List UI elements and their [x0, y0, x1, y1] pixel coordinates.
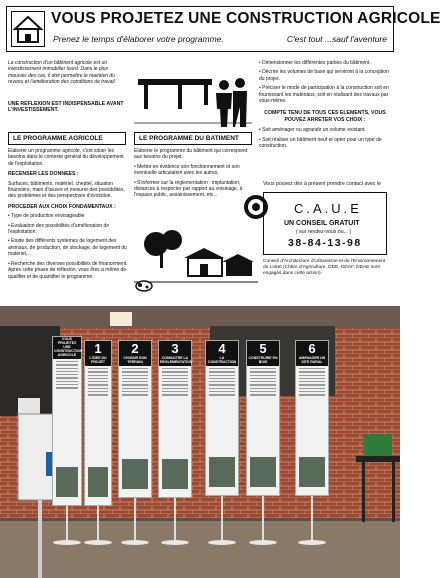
panel-label: L'IDEE DU PROJET — [89, 356, 107, 364]
farmers-shelter-illustration — [134, 61, 252, 131]
panel-text-line — [88, 384, 108, 385]
panel-stand — [97, 506, 99, 542]
batiment-item: • Mettre en évidence son fonctionnement et son éventuelle articulation avec les autres. — [134, 163, 240, 177]
panel-text-line — [250, 384, 276, 385]
panel-text-line — [209, 375, 235, 376]
panel-header — [206, 341, 238, 366]
panel-text-line — [122, 375, 148, 376]
panel-text-line — [88, 375, 108, 376]
panel-text-line — [299, 394, 325, 395]
panel-text-line — [56, 368, 78, 369]
panel-text-line — [88, 381, 108, 382]
reflexion-statement: UNE REFLEXION EST INDISPENSABLE AVANT L'INVESTISSEMENT. — [8, 101, 124, 114]
panel-text-line — [56, 381, 78, 382]
choix-item: • Type de production envisageable — [8, 213, 85, 220]
exhibition-photo — [0, 306, 400, 578]
programme-batiment-text: Elaborer le programme du bâtiment qui correspond aux besoins du projet. — [134, 148, 248, 161]
panel-text-line — [56, 387, 78, 388]
panel-text-line — [162, 375, 188, 376]
panel-text-line — [209, 371, 235, 372]
page-title: VOUS PROJETEZ UNE CONSTRUCTION AGRICOLE — [51, 10, 441, 27]
panel-text-line — [250, 378, 276, 379]
header-banner — [6, 6, 441, 52]
panel-photo — [88, 467, 108, 497]
panel-text-line — [299, 375, 325, 376]
panel-text-line — [122, 368, 148, 369]
panel-number: 5 — [259, 341, 267, 356]
panel-photo — [250, 457, 276, 487]
panel-number: 1 — [94, 341, 102, 356]
panel-text-line — [209, 368, 235, 369]
proceder-heading: PROCEDER AUX CHOIX FONDAMENTAUX : — [8, 203, 116, 210]
right-intro-item: • Préciser le mode de participation à la construction soit en fournissant les matériaux, soit en réalisant des travaux par vous-même. — [259, 85, 389, 105]
exhibition-panel — [158, 340, 192, 498]
panel-header — [296, 341, 328, 366]
panel-text-line — [88, 368, 108, 369]
page-subtitle: Prenez le temps d'élaborer votre programme. — [53, 34, 224, 44]
panel-photo — [299, 457, 325, 487]
caue-footer: Conseil d'Architecture d'Urbanisme et de l'Environnement du Loiret (Chbre d'Agriculture, DDE, DDAF, DDAE sont engagés dans cette action). — [263, 259, 386, 276]
panel-text-line — [209, 394, 235, 395]
panel-stand-base — [121, 540, 149, 545]
panel-header — [119, 341, 151, 366]
panel-text-line — [56, 377, 78, 378]
programme-agricole-text: Elaborer un programme agricole, c'est situer les besoins dans le contexte général du développement de l'exploitation. — [8, 148, 124, 167]
panel-text-line — [122, 394, 148, 395]
programme-batiment-body — [134, 148, 252, 202]
panel-text-line — [299, 391, 325, 392]
conseil-gratuit: UN CONSEIL GRATUIT — [284, 220, 360, 227]
panel-text-line — [250, 388, 276, 389]
programme-batiment-heading: LE PROGRAMME DU BATIMENT — [134, 132, 252, 145]
panel-label: VOUS PROJETEZ UNE CONSTRUCTION AGRICOLE — [54, 337, 83, 357]
choice-item: • Soit aménager ou agrandir un volume existant. — [259, 127, 366, 134]
programme-agricole-heading: LE PROGRAMME AGRICOLE — [8, 132, 126, 145]
rendez-vous-note: ( sur rendez-vous ou... ) — [296, 229, 352, 235]
exhibition-panel — [205, 340, 239, 496]
panel-text-line — [122, 378, 148, 379]
panel-header — [159, 341, 191, 366]
exhibition-panel — [246, 340, 280, 496]
right-intro — [259, 60, 391, 152]
panel-number: 4 — [218, 341, 226, 356]
panel-text-line — [209, 388, 235, 389]
exhibition-panel — [295, 340, 329, 496]
panel-text-line — [162, 371, 188, 372]
panel-text-line — [162, 384, 188, 385]
panel-text-line — [209, 378, 235, 379]
choice-item: • Soit réaliser un bâtiment neuf et opter pour un type de construction. — [259, 136, 382, 150]
choix-item: • Evaluation des possibilités d'amélioration de l'exploitation. — [8, 222, 110, 236]
panel-number: 6 — [308, 341, 316, 356]
batiment-item: • S'informer sur la réglementation : implantation, distances à respecter par rapport au voisinage, à l'espace public, assainissement, etc... — [134, 179, 243, 199]
panel-stand — [66, 506, 68, 542]
intro-text: La construction d'un bâtiment agricole est un investissement immobilier lourd. Dans le plus mauvais des cas, il doit permettre le maintien du revenu et l'amélioration des conditions de travail. — [8, 60, 116, 86]
caue-contact-block — [257, 181, 389, 298]
farm-landscape-illustration — [134, 224, 258, 298]
panel-stand — [174, 498, 176, 542]
panel-stand-base — [249, 540, 277, 545]
panel-text-line — [88, 388, 108, 389]
panel-stand — [134, 498, 136, 542]
panel-text-line — [88, 371, 108, 372]
panel-text-line — [299, 368, 325, 369]
right-intro-item: • Décrire les volumes de base qui serviront à la conception du projet. — [259, 69, 389, 82]
compte-heading: COMPTE TENU DE TOUS CES ELEMENTS, VOUS POUVEZ ARRETER VOS CHOIX : — [264, 110, 386, 123]
caue-frame — [263, 192, 387, 255]
panel-stand-base — [53, 540, 81, 545]
panel-label: CONSTRUIRE EN BOIS — [248, 356, 278, 364]
panel-stand — [262, 496, 264, 542]
panel-text-line — [88, 391, 108, 392]
panel-text-line — [250, 391, 276, 392]
panel-text-line — [162, 388, 188, 389]
panel-text-line — [299, 371, 325, 372]
panel-photo — [209, 457, 235, 487]
panel-text-line — [122, 391, 148, 392]
panel-text-line — [162, 391, 188, 392]
panel-text-line — [250, 394, 276, 395]
panel-number: 3 — [171, 341, 179, 356]
panel-text-line — [250, 381, 276, 382]
panel-text-line — [56, 371, 78, 372]
choix-item: • Etude des différents systèmes de logement des animaux, de production, de stockage, de logement du matériel,... — [8, 238, 127, 258]
panel-text-line — [162, 381, 188, 382]
panel-text-line — [162, 378, 188, 379]
panel-text-line — [299, 378, 325, 379]
choix-item: • Recherche des diverses possibilités de financement. Après cette phase de réflexion, vous êtes à même de qualifier et de quantifier le programme. — [8, 260, 128, 280]
panel-label: CONNAITRE LA REGLEMENTATION — [160, 356, 193, 364]
panel-photo — [56, 467, 78, 497]
panel-text-line — [250, 368, 276, 369]
panel-text-line — [56, 361, 78, 362]
panel-label: AMENAGER UN SITE RURAL — [298, 356, 326, 364]
caue-intro: Vous pouvez dès à présent prendre contact avec le — [263, 181, 381, 187]
panel-text-line — [299, 388, 325, 389]
panel-text-line — [122, 388, 148, 389]
panel-stand-base — [84, 540, 112, 545]
panel-label: CHOISIR SON TERRAIN — [123, 356, 147, 364]
panel-text-line — [122, 371, 148, 372]
recenser-heading: RECENSER LES DONNEES : — [8, 171, 79, 178]
panel-header — [53, 337, 81, 359]
exhibition-panel — [84, 340, 112, 506]
panel-text-line — [56, 364, 78, 365]
panel-stand-base — [298, 540, 326, 545]
panel-stand — [311, 496, 313, 542]
panel-text-line — [209, 384, 235, 385]
panel-text-line — [209, 391, 235, 392]
panel-stand — [221, 496, 223, 542]
panel-text-line — [250, 371, 276, 372]
exhibition-panel — [118, 340, 152, 498]
panel-text-line — [250, 375, 276, 376]
panel-text-line — [299, 381, 325, 382]
panel-number: 2 — [131, 341, 139, 356]
exhibition-panel — [52, 336, 82, 506]
panel-stand-base — [161, 540, 189, 545]
panel-text-line — [299, 384, 325, 385]
panel-photo — [122, 459, 148, 489]
panel-header — [247, 341, 279, 366]
right-intro-item: • Dimensionner les différentes parties du bâtiment. — [259, 60, 371, 66]
phone-number: 38-84-13-98 — [288, 237, 362, 249]
panel-text-line — [122, 384, 148, 385]
panel-text-line — [209, 381, 235, 382]
panel-text-line — [88, 378, 108, 379]
donnees-text: Surfaces, bâtiments, matériel, cheptel, situation financière, main d'œuvre et mesurer des possibilités, des problèmes et des perspectives d'évolution. — [8, 180, 125, 200]
farm-building-logo — [11, 11, 45, 47]
panel-photo — [162, 459, 188, 489]
caue-name: C.A.U.E — [294, 201, 362, 216]
programme-agricole-body — [8, 148, 128, 283]
panel-stand-base — [208, 540, 236, 545]
panel-label: LA CONSTRUCTION — [207, 356, 237, 364]
panel-text-line — [56, 384, 78, 385]
panel-text-line — [122, 381, 148, 382]
panel-text-line — [162, 368, 188, 369]
panel-text-line — [56, 374, 78, 375]
panel-text-line — [162, 394, 188, 395]
panel-text-line — [88, 394, 108, 395]
tagline: C'est tout ...sauf l'aventure — [286, 34, 387, 44]
panel-header — [85, 341, 111, 366]
